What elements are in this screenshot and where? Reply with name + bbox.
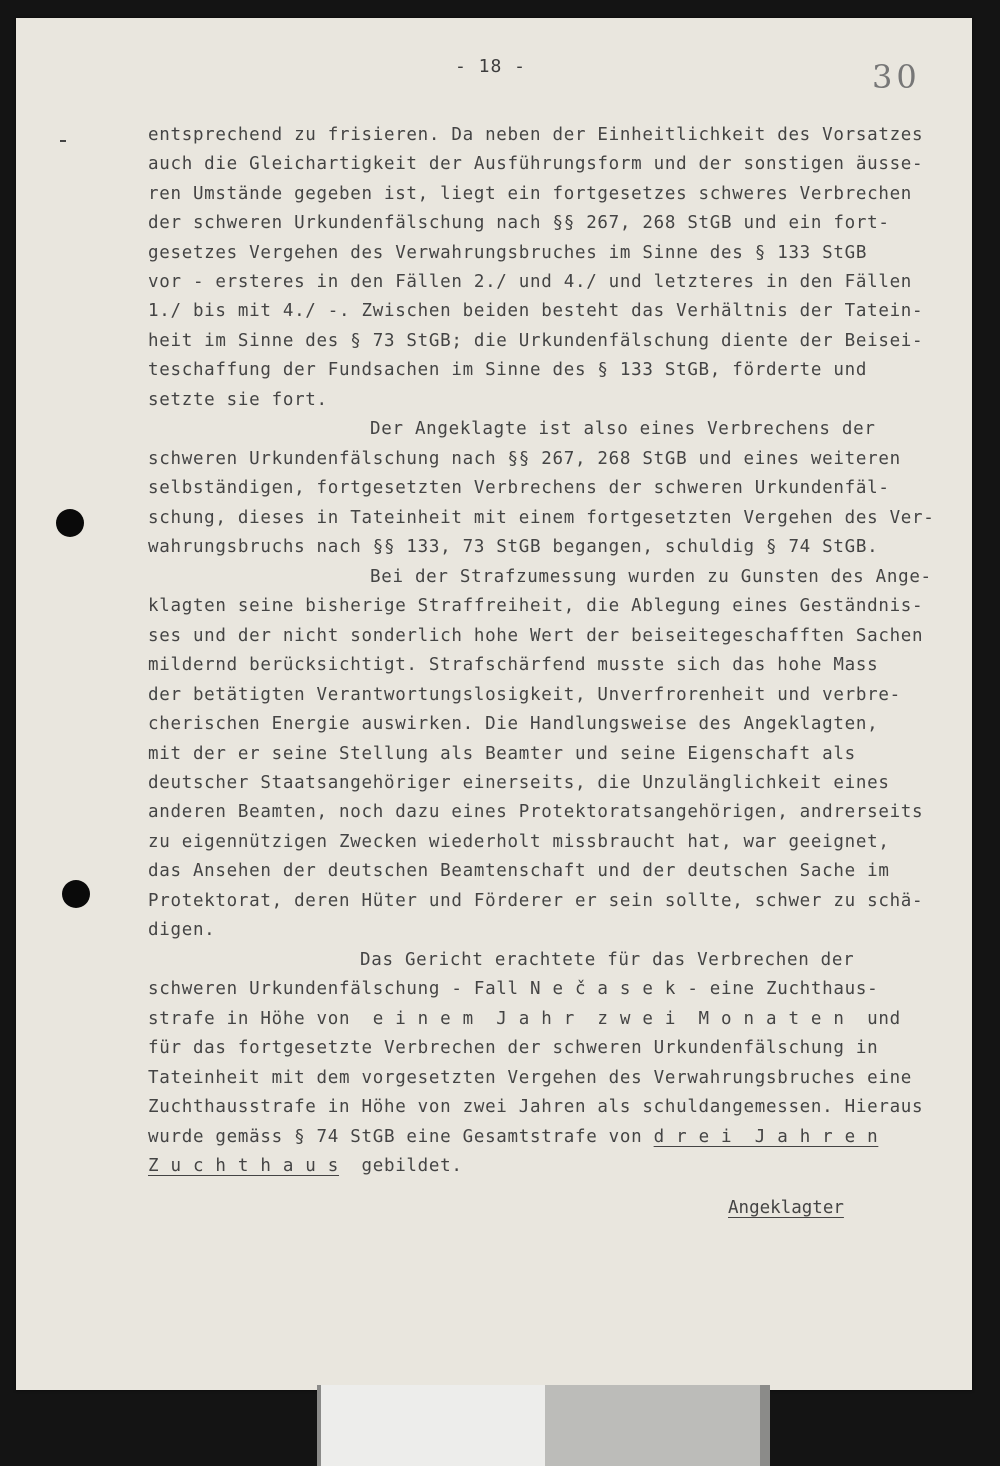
text-line: anderen Beamten, noch dazu eines Protektoratsangehörigen, andrerseits [148,802,924,822]
text-line: der schweren Urkundenfälschung nach §§ 267, 268 StGB und ein fort- [148,213,890,233]
text-line: klagten seine bisherige Straffreiheit, die Ablegung eines Geständnis- [148,596,924,616]
text-segment: wurde gemäss § 74 StGB eine Gesamtstrafe von [148,1127,654,1147]
text-line: setzte sie fort. [148,390,328,410]
text-line [148,1155,463,1177]
text-line: strafe in Höhe von e i n e m J a h r z w e i M o n a t e n und [148,1009,901,1029]
text-line: mildernd berücksichtigt. Strafschärfend musste sich das hohe Mass [148,655,879,675]
underlined-sentence: Z u c h t h a u s [148,1156,340,1176]
text-line: auch die Gleichartigkeit der Ausführungsform und der sonstigen äusse- [148,154,924,174]
text-line: mit der er seine Stellung als Beamter und seine Eigenschaft als [148,744,856,764]
text-line: Bei der Strafzumessung wurden zu Gunsten des Ange- [370,567,932,587]
folio-number: 30 [872,58,921,96]
text-line [148,1126,878,1148]
closing-label: Angeklagter [728,1198,844,1218]
text-line: cherischen Energie auswirken. Die Handlungsweise des Angeklagten, [148,714,879,734]
text-line: zu eigennützigen Zwecken wiederholt missbraucht hat, war geeignet, [148,832,890,852]
text-line: digen. [148,920,216,940]
text-line: entsprechend zu frisieren. Da neben der Einheitlichkeit des Vorsatzes [148,125,924,145]
punch-hole [56,509,84,537]
text-line: schweren Urkundenfälschung nach §§ 267, 268 StGB und eines weiteren [148,449,901,469]
text-line: selbständigen, fortgesetzten Verbrechens der schweren Urkundenfäl- [148,478,890,498]
text-line: teschaffung der Fundsachen im Sinne des § 133 StGB, förderte und [148,360,868,380]
text-line: schung, dieses in Tateinheit mit einem fortgesetzten Vergehen des Ver- [148,508,935,528]
page-number: - 18 - [455,56,527,77]
text-line: das Ansehen der deutschen Beamtenschaft und der deutschen Sache im [148,861,890,881]
text-line: für das fortgesetzte Verbrechen der schweren Urkundenfälschung in [148,1038,879,1058]
text-line: der betätigten Verantwortungslosigkeit, Unverfrorenheit und verbre- [148,685,901,705]
underlined-sentence: d r e i J a h r e n [653,1127,879,1147]
margin-mark [60,140,66,142]
text-line: Das Gericht erachtete für das Verbrechen der [360,950,855,970]
text-segment: gebildet. [339,1156,463,1176]
text-line: Tateinheit mit dem vorgesetzten Vergehen des Verwahrungsbruches eine [148,1068,913,1088]
text-line: gesetzes Vergehen des Verwahrungsbruches im Sinne des § 133 StGB [148,243,868,263]
text-line: deutscher Staatsangehöriger einerseits, die Unzulänglichkeit eines [148,773,890,793]
text-line: schweren Urkundenfälschung - Fall N e č a s e k - eine Zuchthaus- [148,979,879,999]
text-line: Der Angeklagte ist also eines Verbrechens der [370,419,876,439]
punch-hole [62,880,90,908]
text-line: Protektorat, deren Hüter und Förderer er sein sollte, schwer zu schä- [148,891,924,911]
text-line: Zuchthausstrafe in Höhe von zwei Jahren als schuldangemessen. Hieraus [148,1097,924,1117]
text-line: vor - ersteres in den Fällen 2./ und 4./ und letzteres in den Fällen [148,272,913,292]
text-line: heit im Sinne des § 73 StGB; die Urkundenfälschung diente der Beisei- [148,331,924,351]
text-line: wahrungsbruchs nach §§ 133, 73 StGB begangen, schuldig § 74 StGB. [148,537,879,557]
text-line: ses und der nicht sonderlich hohe Wert der beiseitegeschafften Sachen [148,626,924,646]
calibration-patch-gray [545,1385,760,1466]
text-line: 1./ bis mit 4./ -. Zwischen beiden besteht das Verhältnis der Tatein- [148,301,924,321]
calibration-patch-white [321,1385,545,1466]
text-line: ren Umstände gegeben ist, liegt ein fortgesetzes schweres Verbrechen [148,184,913,204]
